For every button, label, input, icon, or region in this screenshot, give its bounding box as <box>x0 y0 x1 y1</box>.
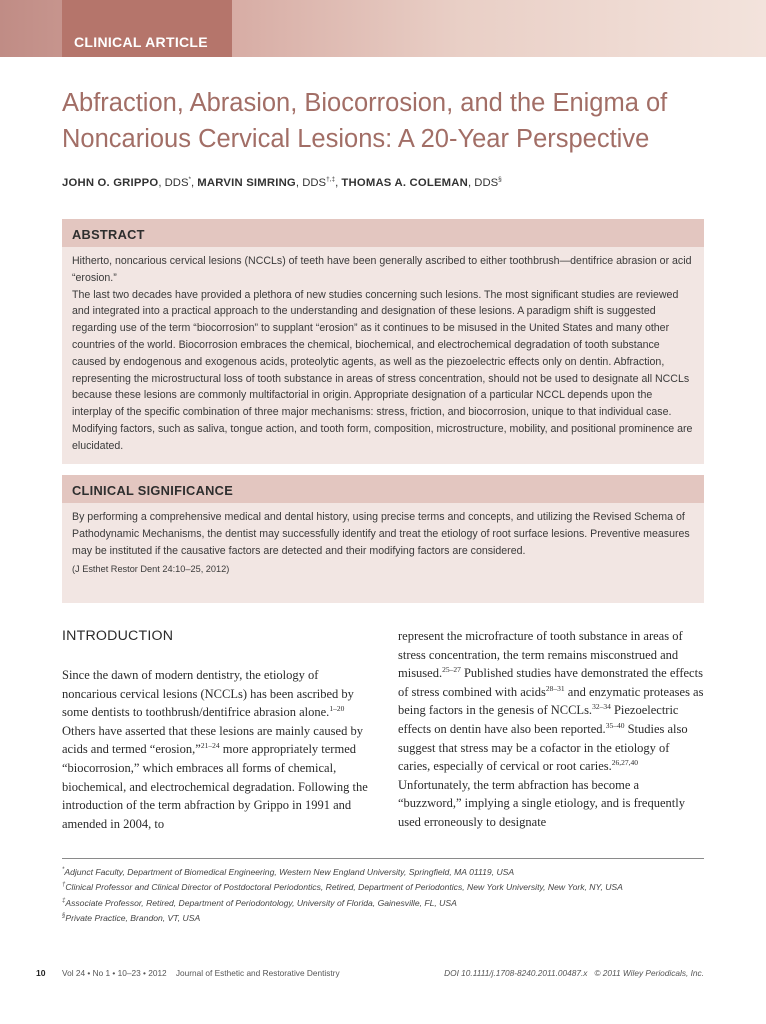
clinical-significance-heading: CLINICAL SIGNIFICANCE <box>62 475 704 503</box>
author-2-affil: †,‡ <box>326 176 336 183</box>
author-2-name: MARVIN SIMRING <box>197 177 296 189</box>
author-1-name: JOHN O. GRIPPO <box>62 177 159 189</box>
title-line-2: Noncarious Cervical Lesions: A 20-Year Perspective <box>62 125 650 153</box>
author-3-affil: § <box>498 176 502 183</box>
footnote-item: §Private Practice, Brandon, VT, USA <box>62 913 201 924</box>
clinical-significance-text: By performing a comprehensive medical and dental history, using precise terms and concepts, and utilizing the Revised Schema of Pathodynamic Mechanisms, the dentist may successfully identify and treat the etiology of root surface lesions. Preventive measures may be instituted if the causative factors are detected and their modifying factors are considered. <box>72 511 690 557</box>
author-2-degree: , DDS <box>295 177 327 189</box>
abstract-heading: ABSTRACT <box>62 219 704 247</box>
author-1-degree: , DDS <box>158 177 189 189</box>
reference-superscript: 21–24 <box>200 741 220 751</box>
title-line-1: Abfraction, Abrasion, Biocorrosion, and the Enigma of <box>62 89 668 117</box>
reference-superscript: 35–40 <box>605 720 625 730</box>
article-type-label: CLINICAL ARTICLE <box>62 0 232 57</box>
abstract-paragraph-2: The last two decades have provided a plethora of new studies concerning such lesions. The most significant studies are reviewed and integrated into a practical approach to the understanding and designation of these lesions. A paradigm shift is suggested regarding use of the term “biocorrosion” to supplant “erosion” as it continues to be misused in the United States and many other countries of the world. Biocorrosion embraces the chemical, biochemical, and electrochemical degradation of tooth substance caused by endogenous and exogenous acids, proteolytic agents, as well as the piezoelectric effects only on dentin. Abfraction, representing the microstructural loss of tooth substance in areas of stress concentration, should not be used to designate all NCCLs because these lesions are commonly multifactorial in origin. Appropriate designation of a particular NCCL depends upon the interplay of the specific combination of three major mechanisms: stress, friction, and biocorrosion, unique to that individual case. Modifying factors, such as saliva, tongue action, and tooth form, composition, microstructure, mobility, and positional prominence are elucidated. <box>72 288 693 452</box>
footnote-item: *Adjunct Faculty, Department of Biomedical Engineering, Western New England University, Springfield, MA 01119, USA <box>62 867 515 877</box>
clinical-significance-body <box>62 503 704 578</box>
reference-superscript: 1–20 <box>329 704 345 714</box>
reference-superscript: 32–34 <box>592 702 611 712</box>
abstract-box <box>62 219 704 464</box>
affiliation-footnotes <box>62 865 712 927</box>
clinical-significance-box <box>62 475 704 603</box>
intro-paragraph-left: Since the dawn of modern dentistry, the etiology of noncarious cervical lesions (NCCLs) has been ascribed by some dentists to toothbrush/dentifrice abrasion alone.$^{1-20}$ Others have asserted that these lesions are mainly caused by acids and termed “erosion,”$^{21-24}$ more appropriately termed “biocorrosion,” which embraces all forms of chemical, biochemical, and electrochemical degradation. Following the introduction of the term abfraction by Grippo in 1991 and amended in 2004, to <box>62 668 368 831</box>
body-column-right <box>398 627 704 832</box>
doi-copyright: DOI 10.1111/j.1708-8240.2011.00487.x © 2011 Wiley Periodicals, Inc. <box>444 968 704 978</box>
reference-superscript: 25–27 <box>442 665 461 675</box>
author-1-affil: * <box>188 176 192 183</box>
abstract-body <box>62 247 704 455</box>
article-title <box>62 85 702 157</box>
reference-superscript: 28–31 <box>545 683 565 693</box>
page-number: 10 <box>36 968 46 978</box>
page-footer <box>0 968 766 982</box>
journal-citation: (J Esthet Restor Dent 24:10–25, 2012) <box>72 564 230 575</box>
intro-paragraph-right: represent the microfracture of tooth substance in areas of stress concentration, the term remains misconstrued and misused.$^{25-27}$ Published studies have demonstrated the effects of stress combined with acids$^{28-31}$ and enzymatic proteases as being factors in the genesis of NCCLs.$^{32-34}$ Piezoelectric effects on dentin have also been reported.$^{35-40}$ Studies also suggest that stress may be a cofactor in the etiology of caries, especially of cervical or root caries.$^{26,27,40}$ Unfortunately, the term abfraction has become a “buzzword,” implying a single etiology, and is frequently used erroneously to designate <box>398 629 704 829</box>
footnote-item: ‡Associate Professor, Retired, Department of Periodontology, University of Florida, Gainesville, FL, USA <box>62 897 457 908</box>
body-column-left <box>62 666 368 833</box>
author-3-degree: , DDS <box>468 177 499 189</box>
reference-superscript: 26,27,40 <box>611 758 639 768</box>
introduction-heading: INTRODUCTION <box>62 628 174 644</box>
abstract-paragraph-1: Hitherto, noncarious cervical lesions (NCCLs) of teeth have been generally ascribed to either toothbrush—dentifrice abrasion or acid “erosion.” <box>72 255 692 284</box>
author-3-name: THOMAS A. COLEMAN <box>341 177 469 189</box>
journal-info: Vol 24 • No 1 • 10–23 • 2012 Journal of Esthetic and Restorative Dentistry <box>62 968 340 978</box>
footnote-divider <box>62 858 704 859</box>
header-banner <box>0 0 766 57</box>
author-list: JOHN O. GRIPPO, DDS*, MARVIN SIMRING, DDS†,‡, THOMAS A. COLEMAN, DDS§ <box>62 176 502 189</box>
footnote-item: †Clinical Professor and Clinical Director of Postdoctoral Periodontics, Retired, Department of Periodontics, New York University, New York, NY, USA <box>62 882 623 893</box>
